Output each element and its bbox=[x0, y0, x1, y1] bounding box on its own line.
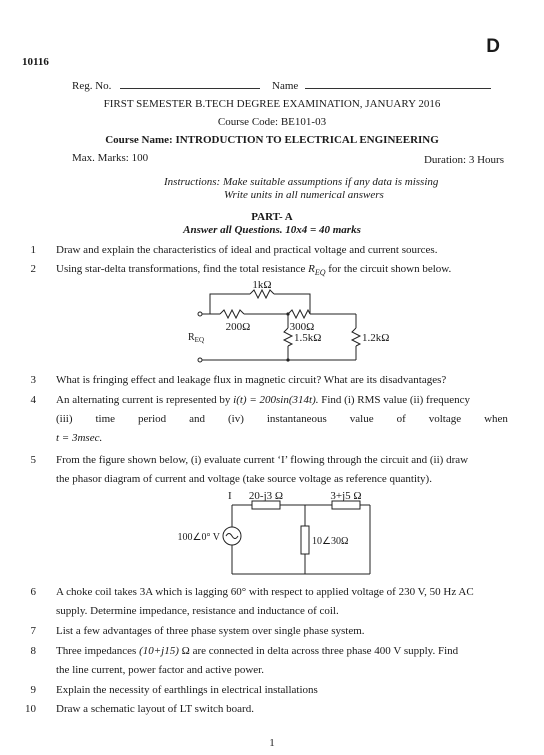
part-subtitle: Answer all Questions. 10x4 = 40 marks bbox=[183, 224, 361, 236]
question-number: 8 bbox=[30, 645, 36, 657]
label-r-top: 1kΩ bbox=[252, 279, 272, 291]
duration: Duration: 3 Hours bbox=[423, 154, 504, 166]
label-r-left: 200Ω bbox=[225, 321, 251, 333]
course-name-label: Course Name: bbox=[105, 134, 173, 146]
label-r-mid: 1.5kΩ bbox=[294, 332, 322, 344]
question-text: Draw a schematic layout of LT switch board. bbox=[56, 703, 254, 715]
exam-title: FIRST SEMESTER B.TECH DEGREE EXAMINATION, JANUARY 2016 bbox=[103, 98, 441, 110]
text-after: Ω are connected in delta across three phase 400 V supply. Find bbox=[178, 645, 459, 657]
current-expression: i(t) = 200sin(314t). bbox=[233, 394, 319, 406]
word: voltage bbox=[428, 413, 462, 425]
question-number: 10 bbox=[25, 703, 36, 715]
name-label: Name bbox=[272, 80, 299, 92]
word: and bbox=[189, 413, 206, 425]
instructions bbox=[164, 176, 438, 188]
set-letter: D bbox=[486, 36, 500, 57]
word: of bbox=[396, 413, 406, 425]
question-number: 4 bbox=[30, 394, 36, 406]
word: (iv) bbox=[228, 413, 244, 425]
circuit-diagram-1 bbox=[180, 279, 390, 370]
req-subscript: EQ bbox=[314, 268, 326, 278]
word: (iii) bbox=[56, 413, 73, 425]
req-subscript: EQ bbox=[194, 336, 205, 344]
question-4-line-3: t = 3msec. bbox=[56, 432, 103, 444]
label-current: I bbox=[228, 490, 232, 502]
label-z3: 10∠30Ω bbox=[312, 536, 349, 547]
word: period bbox=[138, 413, 167, 425]
label-r-right: 300Ω bbox=[289, 321, 315, 333]
text-after: for the circuit shown below. bbox=[325, 263, 452, 275]
reg-no-line bbox=[120, 87, 260, 89]
question-line-1: From the figure shown below, (i) evaluate current ‘I’ flowing through the circuit and (ii) draw bbox=[56, 454, 469, 466]
impedance-expression: (10+j15) bbox=[139, 645, 179, 657]
instructions-line1: Make suitable assumptions if any data is missing bbox=[222, 176, 439, 188]
name-line bbox=[305, 87, 491, 89]
question-number: 6 bbox=[30, 586, 36, 598]
label-source: 100∠0° V bbox=[177, 532, 220, 543]
label-req bbox=[188, 332, 204, 344]
reg-no-label: Reg. No. bbox=[72, 80, 112, 92]
part-title: PART- A bbox=[251, 211, 293, 223]
instructions-line2: Write units in all numerical answers bbox=[224, 189, 384, 201]
label-z2: 3+j5 Ω bbox=[330, 490, 362, 502]
question-line-1: A choke coil takes 3A which is lagging 60° with respect to applied voltage of 230 V, 50 Hz AC bbox=[56, 586, 474, 598]
question-number: 1 bbox=[30, 244, 36, 256]
question-number: 9 bbox=[30, 684, 36, 696]
name-field bbox=[272, 80, 491, 92]
question-number: 2 bbox=[30, 263, 36, 275]
question-8-line-2: the line current, power factor and active power. bbox=[56, 664, 264, 676]
question-text: List a few advantages of three phase system over single phase system. bbox=[56, 625, 365, 637]
reg-no-field bbox=[72, 80, 260, 92]
instructions-label: Instructions: bbox=[164, 176, 221, 188]
max-marks: Max. Marks: 100 bbox=[72, 152, 149, 164]
req-symbol: R bbox=[308, 263, 315, 275]
course-name-value: INTRODUCTION TO ELECTRICAL ENGINEERING bbox=[175, 134, 439, 146]
word: time bbox=[95, 413, 116, 425]
text-before: Using star-delta transformations, find the total resistance bbox=[56, 263, 309, 275]
course-code: Course Code: BE101-03 bbox=[217, 116, 327, 128]
page-number: 1 bbox=[269, 737, 275, 749]
question-4-line-2 bbox=[56, 410, 508, 429]
label-r-end: 1.2kΩ bbox=[362, 332, 390, 344]
question-line-1 bbox=[56, 642, 458, 661]
label-z1: 20-j3 Ω bbox=[248, 490, 284, 502]
question-text: Explain the necessity of earthlings in electrical installations bbox=[56, 684, 318, 696]
question-number: 3 bbox=[30, 374, 36, 386]
req-symbol: R bbox=[188, 332, 195, 343]
question-text: What is fringing effect and leakage flux in magnetic circuit? What are its disadvantages? bbox=[56, 374, 447, 386]
question-line-1 bbox=[56, 391, 470, 410]
circuit-diagram-2 bbox=[168, 488, 388, 580]
word: instantaneous bbox=[266, 413, 327, 425]
course-name bbox=[0, 134, 544, 146]
question-text: Draw and explain the characteristics of ideal and practical voltage and current sources. bbox=[56, 244, 438, 256]
question-number: 5 bbox=[30, 454, 36, 466]
word: value bbox=[349, 413, 374, 425]
word: when bbox=[484, 413, 508, 425]
question-6-line-2: supply. Determine impedance, resistance and inductance of coil. bbox=[56, 605, 339, 617]
text-after: Find (i) RMS value (ii) frequency bbox=[318, 394, 471, 406]
paper-code: 10116 bbox=[22, 56, 49, 68]
text-before: An alternating current is represented by bbox=[56, 394, 234, 406]
text-before: Three impedances bbox=[56, 645, 140, 657]
question-5-line-2: the phasor diagram of current and voltage (take source voltage as reference quantity). bbox=[56, 473, 432, 485]
question-number: 7 bbox=[30, 625, 36, 637]
